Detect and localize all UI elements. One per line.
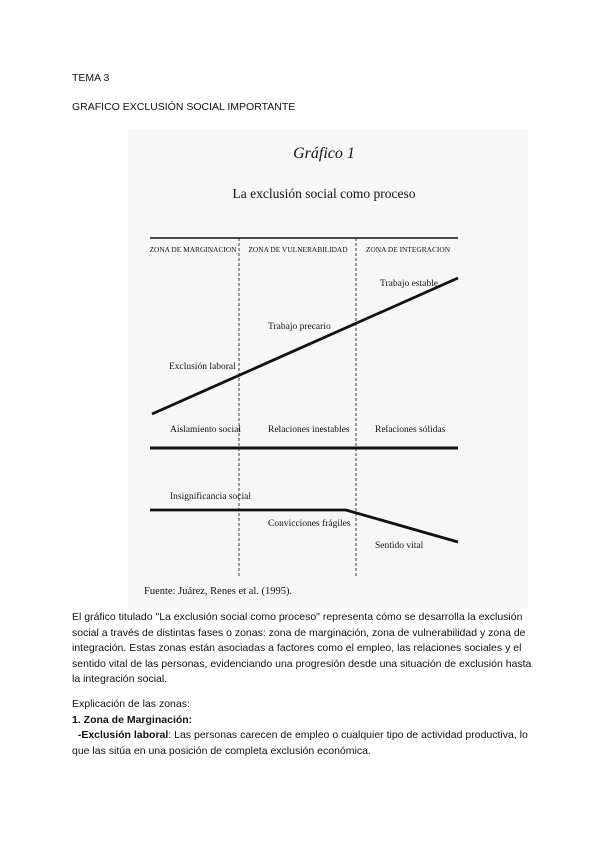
topic-label: TEMA 3 — [72, 72, 110, 84]
zone1-item-label: -Exclusión laboral — [77, 729, 169, 741]
label-convicciones-fragiles: Convicciones frágiles — [268, 519, 351, 529]
intro-paragraph — [72, 610, 532, 688]
label-aislamiento-social: Aislamiento social — [170, 425, 241, 435]
zone-header-vulnerabilidad: ZONA DE VULNERABILIDAD — [248, 245, 348, 254]
label-trabajo-estable: Trabajo estable — [380, 279, 438, 289]
label-relaciones-inestables: Relaciones inestables — [268, 425, 350, 435]
page-heading: GRAFICO EXCLUSIÓN SOCIAL IMPORTANTE — [72, 101, 296, 113]
intro-text: El gráfico titulado "La exclusión social como proceso" representa cómo se desarrolla la exclusión social a través de distintas fases o zonas: zona de marginación, zona de vulnerabilidad y zona de integración. Estas zonas están asociadas a factores como el empleo, las relaciones sociales y el sentido vital de las personas, evidenciando una progresión desde una situación de exclusión hasta la integración social. — [72, 611, 532, 685]
label-trabajo-precario: Trabajo precario — [268, 322, 331, 332]
figure-source: Fuente: Juárez, Renes et al. (1995). — [144, 586, 293, 597]
zone-header-integracion: ZONA DE INTEGRACION — [365, 245, 451, 254]
label-sentido-vital: Sentido vital — [375, 541, 424, 551]
zones-explanation — [72, 697, 532, 759]
employment-line — [152, 278, 458, 414]
zone1-item — [72, 728, 532, 759]
zone-header-marginacion: ZONA DE MARGINACION — [149, 245, 237, 254]
label-insignificancia-social: Insignificancia social — [170, 492, 251, 502]
exclusion-figure — [128, 130, 528, 608]
explanation-title: Explicación de las zonas: — [72, 698, 190, 710]
label-relaciones-solidas: Relaciones sólidas — [375, 425, 446, 435]
figure-title: La exclusión social como proceso — [232, 186, 416, 201]
zone1-heading: 1. Zona de Marginación: — [72, 713, 193, 726]
figure-label: Gráfico 1 — [293, 145, 355, 162]
zone1-item-text: : Las personas carecen de empleo o cualquier tipo de actividad productiva, lo que las sitúa en una posición de completa exclusión económica. — [72, 729, 528, 757]
label-exclusion-laboral: Exclusión laboral — [169, 362, 236, 372]
exclusion-diagram — [128, 130, 528, 608]
